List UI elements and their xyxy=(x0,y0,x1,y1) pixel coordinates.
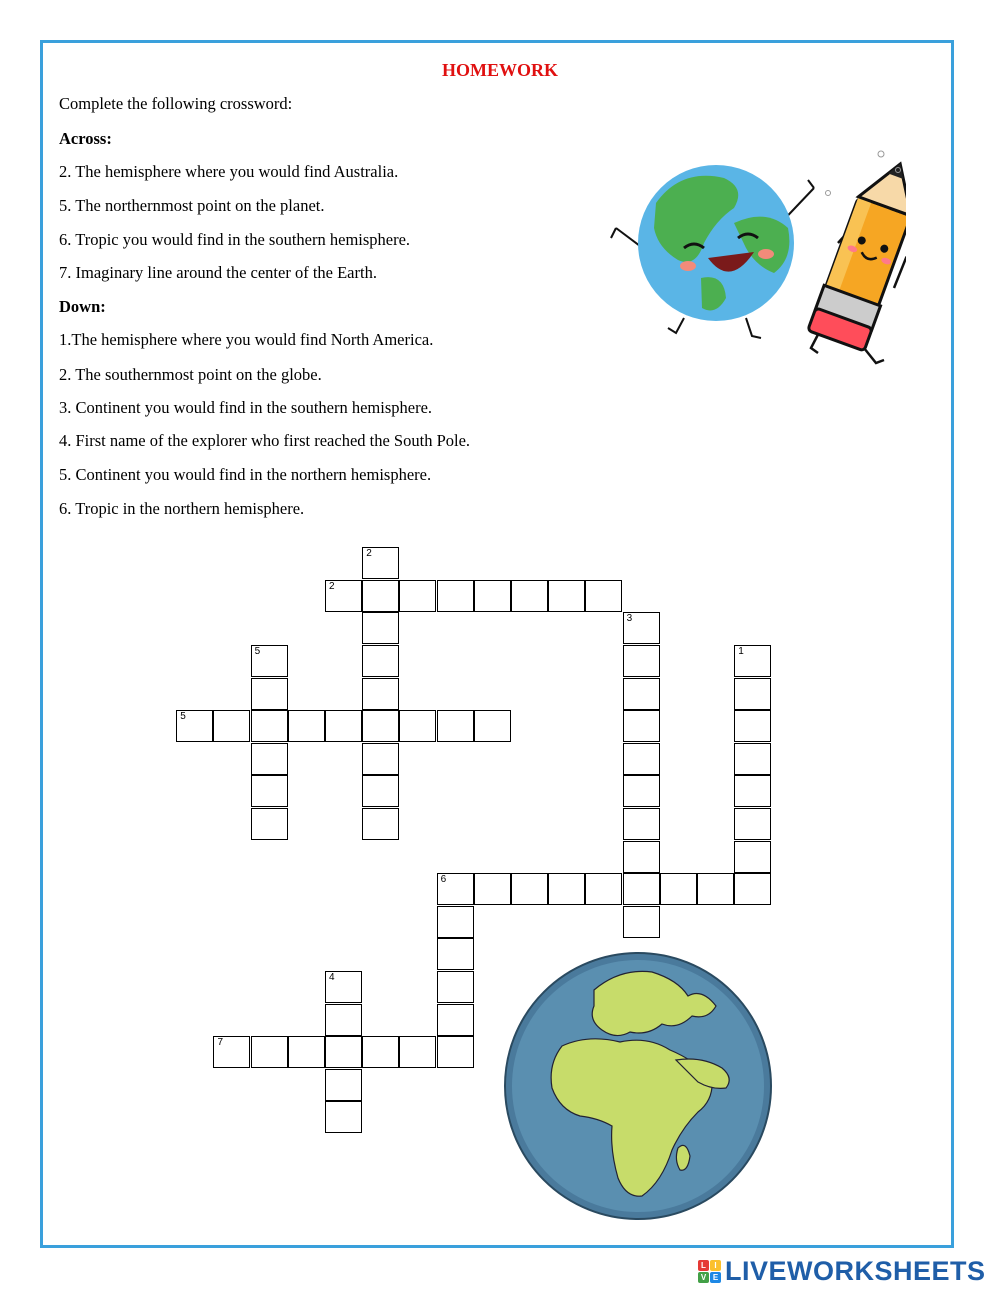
crossword-cell[interactable] xyxy=(362,1036,399,1068)
crossword-cell[interactable] xyxy=(697,873,734,905)
across-clue: 2. The hemisphere where you would find Australia. xyxy=(59,162,399,181)
crossword-cell[interactable] xyxy=(623,645,660,677)
crossword-cell[interactable] xyxy=(511,873,548,905)
clue-number: 4 xyxy=(329,972,335,984)
down-clue: 1.The hemisphere where you would find North America. xyxy=(59,330,434,349)
crossword-cell[interactable] xyxy=(734,678,771,710)
crossword-cell[interactable] xyxy=(623,678,660,710)
crossword-cell[interactable] xyxy=(623,841,660,873)
crossword-cell[interactable] xyxy=(623,808,660,840)
crossword-cell[interactable] xyxy=(623,710,660,742)
crossword-cell[interactable] xyxy=(362,775,399,807)
logo-mark-icon: L I V E xyxy=(698,1260,721,1283)
crossword-cell[interactable] xyxy=(251,1036,288,1068)
crossword-cell[interactable] xyxy=(399,710,436,742)
across-clue: 7. Imaginary line around the center of the Earth. xyxy=(59,263,377,282)
crossword-cell[interactable] xyxy=(660,873,697,905)
crossword-cell[interactable] xyxy=(325,1101,362,1133)
across-clue: 6. Tropic you would find in the southern hemisphere. xyxy=(59,230,411,249)
crossword-cell[interactable] xyxy=(437,873,474,905)
crossword-cell[interactable] xyxy=(585,873,622,905)
crossword-cell[interactable] xyxy=(474,710,511,742)
crossword-cell[interactable] xyxy=(734,808,771,840)
down-clue: 4. First name of the explorer who first reached the South Pole. xyxy=(59,431,471,450)
crossword-cell[interactable] xyxy=(399,1036,436,1068)
crossword-cell[interactable] xyxy=(213,710,250,742)
down-clue: 3. Continent you would find in the southern hemisphere. xyxy=(59,398,433,417)
crossword-cell[interactable] xyxy=(511,580,548,612)
crossword-cell[interactable] xyxy=(437,938,474,970)
crossword-cell[interactable] xyxy=(623,743,660,775)
crossword-cell[interactable] xyxy=(213,1036,250,1068)
crossword-cell[interactable] xyxy=(288,710,325,742)
crossword-cell[interactable] xyxy=(362,580,399,612)
crossword-cell[interactable] xyxy=(437,580,474,612)
crossword-cell[interactable] xyxy=(251,743,288,775)
crossword-cell[interactable] xyxy=(734,710,771,742)
crossword-cell[interactable] xyxy=(325,710,362,742)
crossword-cell[interactable] xyxy=(362,710,399,742)
crossword-cell[interactable] xyxy=(474,580,511,612)
crossword-cell[interactable] xyxy=(734,775,771,807)
crossword-cell[interactable] xyxy=(437,710,474,742)
crossword-cell[interactable] xyxy=(585,580,622,612)
crossword-cell[interactable] xyxy=(437,1004,474,1036)
crossword-cell[interactable] xyxy=(251,678,288,710)
clue-number: 5 xyxy=(254,646,261,658)
across-clue: 5. The northernmost point on the planet. xyxy=(59,196,325,215)
crossword-cell[interactable] xyxy=(362,808,399,840)
crossword-cell[interactable] xyxy=(548,873,585,905)
crossword-cell[interactable] xyxy=(362,645,399,677)
down-clue: 6. Tropic in the northern hemisphere. xyxy=(59,499,305,518)
crossword-cell[interactable] xyxy=(399,580,436,612)
crossword-cell[interactable] xyxy=(734,841,771,873)
crossword-cell[interactable] xyxy=(734,873,771,905)
crossword-cell[interactable] xyxy=(623,906,660,938)
across-heading: Across: xyxy=(59,129,112,148)
crossword-cell[interactable] xyxy=(623,612,660,644)
down-heading: Down: xyxy=(59,297,106,316)
down-clue: 5. Continent you would find in the northern hemisphere. xyxy=(59,465,432,484)
crossword-cell[interactable] xyxy=(251,808,288,840)
clue-number: 6 xyxy=(440,874,447,886)
clue-number: 2 xyxy=(329,580,335,592)
clue-number: 7 xyxy=(217,1037,223,1049)
crossword-cell[interactable] xyxy=(176,710,213,742)
crossword-cell[interactable] xyxy=(734,743,771,775)
crossword-cell[interactable] xyxy=(325,971,362,1003)
clue-number: 1 xyxy=(738,646,744,658)
crossword-cell[interactable] xyxy=(623,775,660,807)
crossword-cell[interactable] xyxy=(251,775,288,807)
crossword-cell[interactable] xyxy=(362,743,399,775)
crossword-cell[interactable] xyxy=(548,580,585,612)
crossword-cell[interactable] xyxy=(437,1036,474,1068)
instructions: Complete the following crossword: xyxy=(59,94,293,113)
crossword-cell[interactable] xyxy=(251,710,288,742)
crossword-cell[interactable] xyxy=(362,612,399,644)
crossword-cell[interactable] xyxy=(437,906,474,938)
crossword-cell[interactable] xyxy=(362,547,399,579)
crossword-cell[interactable] xyxy=(325,1004,362,1036)
crossword-cell[interactable] xyxy=(288,1036,325,1068)
crossword-cell[interactable] xyxy=(325,1069,362,1101)
liveworksheets-logo xyxy=(698,1254,986,1288)
clue-number: 2 xyxy=(366,548,372,560)
crossword-cell[interactable] xyxy=(474,873,511,905)
crossword-cell[interactable] xyxy=(325,1036,362,1068)
crossword-cell[interactable] xyxy=(251,645,288,677)
crossword-cell[interactable] xyxy=(325,580,362,612)
down-clue: 2. The southernmost point on the globe. xyxy=(59,365,322,384)
earth-globe-illustration xyxy=(502,950,774,1222)
clue-number: 3 xyxy=(626,613,633,625)
crossword-cell[interactable] xyxy=(734,645,771,677)
page-title: HOMEWORK xyxy=(442,60,558,80)
crossword-cell[interactable] xyxy=(623,873,660,905)
clue-number: 5 xyxy=(180,711,186,723)
logo-text: LIVEWORKSHEETS xyxy=(725,1255,986,1286)
crossword-cell[interactable] xyxy=(437,971,474,1003)
crossword-cell[interactable] xyxy=(362,678,399,710)
